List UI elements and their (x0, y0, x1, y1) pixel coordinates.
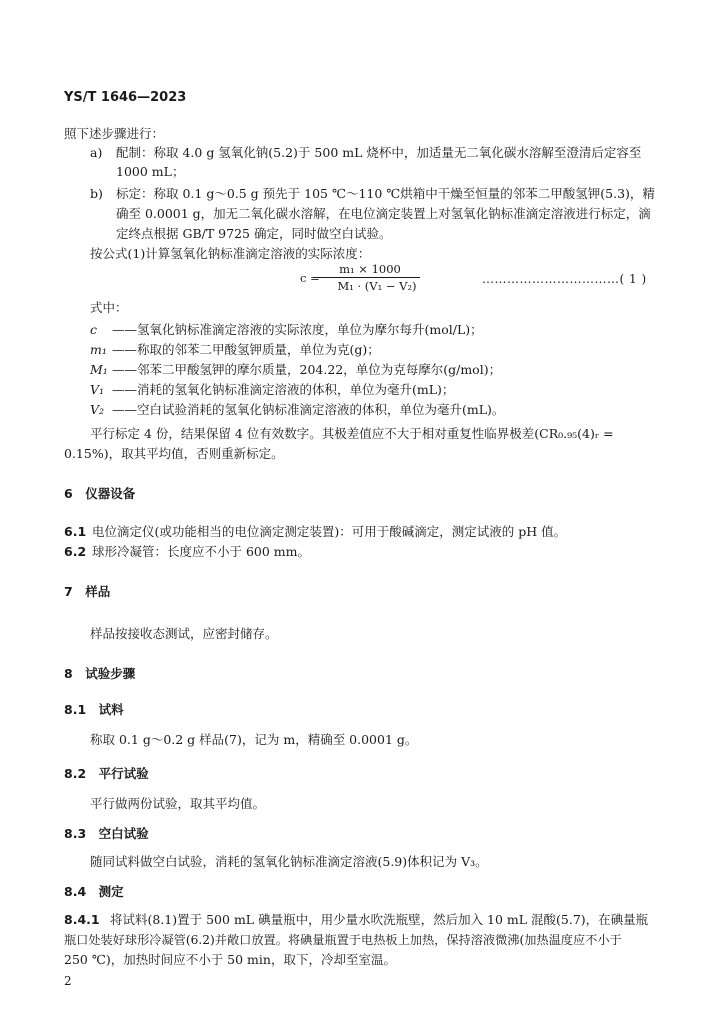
clause-6-1 (64, 524, 566, 540)
where-symbol: V₁ (90, 382, 105, 397)
intro-text: 照下述步骤进行： (64, 126, 165, 141)
section-8-3-text: 随同试料做空白试验，消耗的氢氧化钠标准滴定溶液(5.9)体积记为 V₃。 (90, 854, 488, 869)
step-a-line-1: 配制：称取 4.0 g 氢氧化钠(5.2)于 500 mL 烧杯中，加适量无二氧化碳水溶解至澄清后定容至 (116, 145, 642, 160)
formula-1 (300, 262, 440, 293)
section-8-1-title: 8.1 试料 (64, 702, 124, 717)
formula-lhs: c = (300, 271, 320, 285)
where-symbol: M₁ (90, 362, 108, 377)
where-label: 式中： (90, 300, 128, 315)
clause-text: 球形冷凝管：长度应不小于 600 mm。 (92, 544, 311, 559)
step-b-line-1: 标定：称取 0.1 g～0.5 g 预先于 105 ℃～110 ℃烘箱中干燥至恒量的邻苯二甲酸氢钾(5.3)，精 (116, 186, 655, 201)
section-8-2-title: 8.2 平行试验 (64, 766, 149, 781)
clause-number: 8.4.1 (64, 912, 100, 927)
where-row (90, 382, 454, 398)
step-a-label: a) (90, 145, 103, 160)
where-description: ——消耗的氢氧化钠标准滴定溶液的体积，单位为毫升(mL)； (112, 382, 455, 397)
clause-8-4-1-line-1 (64, 912, 648, 928)
clause-number: 6.1 (64, 524, 87, 539)
parallel-text-line-2: 0.15%)，取其平均值，否则重新标定。 (64, 446, 284, 461)
where-row (90, 322, 483, 338)
section-8-title: 8 试验步骤 (64, 666, 136, 681)
clause-text: 将试料(8.1)置于 500 mL 碘量瓶中，用少量水吹洗瓶壁，然后加入 10 mL 混酸(5.7)，在碘量瓶 (110, 912, 649, 927)
clause-text: 电位滴定仪(或功能相当的电位滴定测定装置)：可用于酸碱滴定，测定试液的 pH 值。 (92, 524, 567, 539)
header-standard-code: YS/T 1646—2023 (64, 90, 187, 105)
formula-numerator: m₁ × 1000 (339, 262, 401, 276)
leader-dots: …………………………… (482, 272, 620, 286)
where-symbol: m₁ (90, 342, 107, 357)
clause-8-4-1-line-2: 瓶口处装好球形冷凝管(6.2)并敞口放置。将碘量瓶置于电热板上加热，保持溶液微沸(加热温度应不小于 (64, 933, 622, 947)
clause-8-4-1-line-3: 250 ℃)，加热时间应不小于 50 min，取下，冷却至室温。 (64, 952, 396, 967)
fraction-bar (314, 277, 420, 278)
where-description: ——称取的邻苯二甲酸氢钾质量，单位为克(g)； (112, 342, 380, 357)
step-b-label: b) (90, 186, 103, 201)
where-description: ——空白试验消耗的氢氧化钠标准滴定溶液的体积，单位为毫升(mL)。 (112, 402, 505, 417)
section-7-title: 7 样品 (64, 584, 111, 599)
where-description: ——邻苯二甲酸氢钾的摩尔质量，204.22，单位为克每摩尔(g/mol)； (112, 362, 502, 377)
step-b-line-2: 确至 0.0001 g，加无二氧化碳水溶解，在电位滴定装置上对氢氧化钠标准滴定溶液进行标定，滴 (116, 206, 651, 221)
section-8-4-title: 8.4 测定 (64, 884, 124, 899)
clause-6-2 (64, 544, 310, 560)
where-symbol: c (90, 322, 98, 337)
section-8-2-text: 平行做两份试验，取其平均值。 (90, 796, 266, 811)
step-b-line-3: 定终点根据 GB/T 9725 确定，同时做空白试验。 (116, 226, 392, 241)
where-row (90, 362, 501, 378)
clause-number: 6.2 (64, 544, 87, 559)
formula-denominator: M₁ · (V₁ − V₂) (337, 279, 417, 293)
where-row (90, 342, 380, 358)
section-6-title: 6 仪器设备 (64, 486, 136, 501)
section-7-text: 样品按接收态测试，应密封储存。 (90, 626, 278, 641)
where-description: ——氢氧化钠标准滴定溶液的实际浓度，单位为摩尔每升(mol/L)； (112, 322, 483, 337)
where-row (90, 402, 504, 418)
page-number: 2 (64, 974, 72, 988)
section-8-3-title: 8.3 空白试验 (64, 826, 149, 841)
parallel-text-line-1: 平行标定 4 份，结果保留 4 位有效数字。其极差值应不大于相对重复性临界极差(CR₀.₉₅(4)ᵣ = (90, 426, 614, 441)
step-a-line-2: 1000 mL； (116, 164, 185, 179)
where-symbol: V₂ (90, 402, 105, 417)
formula-number: ( 1 ) (619, 272, 647, 286)
section-8-1-text: 称取 0.1 g～0.2 g 样品(7)，记为 m，精确至 0.0001 g。 (90, 732, 418, 747)
formula-leader-dots (482, 272, 647, 286)
formula-intro: 按公式(1)计算氢氧化钠标准滴定溶液的实际浓度： (90, 246, 371, 261)
